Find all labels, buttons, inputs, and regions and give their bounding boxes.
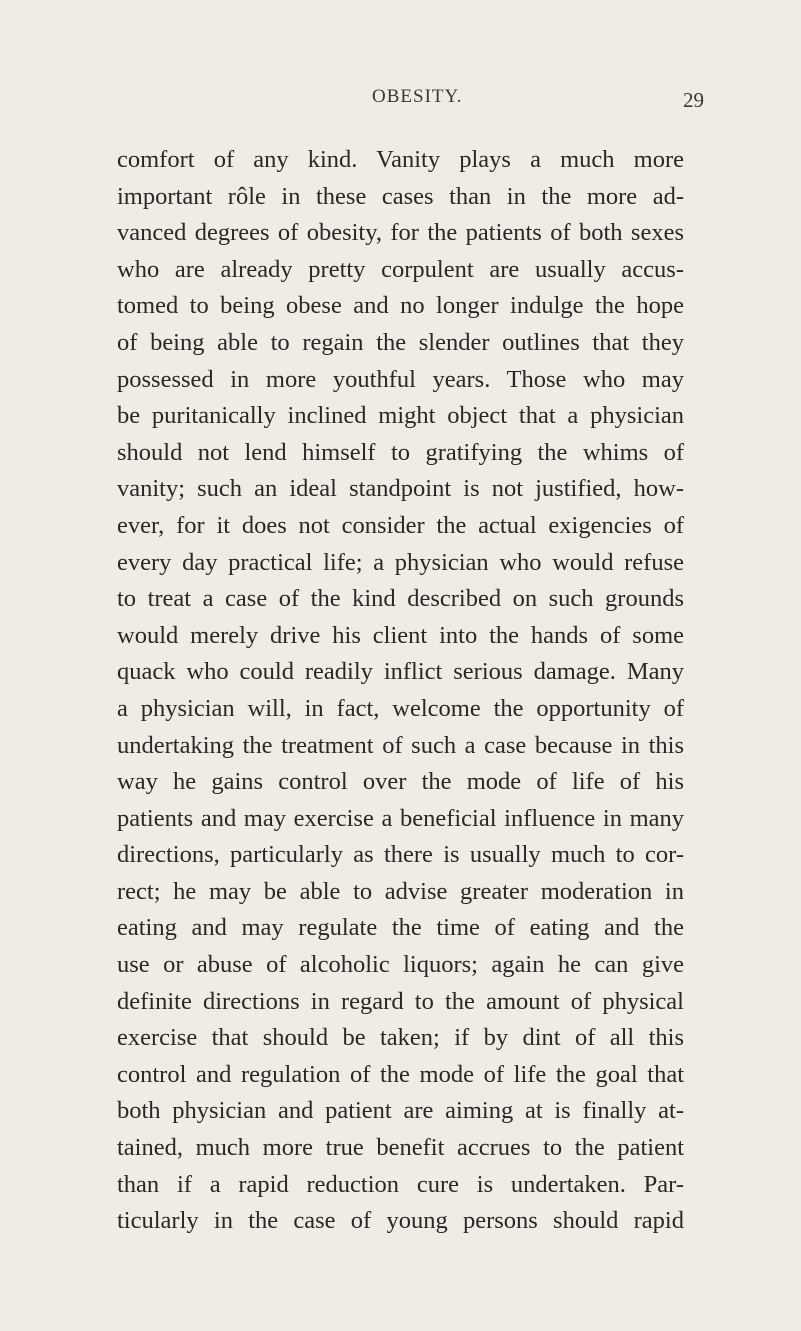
text-line: ever, for it does not consider the actual exigencies of (117, 511, 684, 539)
text-line: every day practical life; a physician who would refuse (117, 548, 684, 576)
text-line: rect; he may be able to advise greater moderation in (117, 877, 684, 905)
text-line: control and regulation of the mode of life the goal that (117, 1060, 684, 1088)
text-line: would merely drive his client into the hands of some (117, 621, 684, 649)
text-line: both physician and patient are aiming at is finally at- (117, 1097, 684, 1125)
text-line: important rôle in these cases than in the more ad- (117, 182, 684, 210)
text-line: patients and may exercise a beneficial influence in many (117, 804, 684, 832)
body-text (117, 142, 684, 1240)
text-line: a physician will, in fact, welcome the opportunity of (117, 694, 684, 722)
text-line: possessed in more youthful years. Those who may (117, 365, 684, 393)
text-line: who are already pretty corpulent are usually accus- (117, 255, 684, 283)
text-line: comfort of any kind. Vanity plays a much more (117, 146, 684, 173)
text-line: tomed to being obese and no longer indulge the hope (117, 292, 684, 320)
text-line: undertaking the treatment of such a case because in this (117, 731, 684, 759)
text-line: ticularly in the case of young persons should rapid (117, 1207, 684, 1235)
text-line: definite directions in regard to the amount of physical (117, 987, 684, 1015)
page-number: 29 (683, 88, 704, 112)
running-head: OBESITY. (372, 86, 463, 107)
text-line: of being able to regain the slender outlines that they (117, 328, 684, 356)
text-line: tained, much more true benefit accrues to the patient (117, 1134, 684, 1162)
text-line: vanced degrees of obesity, for the patients of both sexes (117, 219, 684, 247)
text-line: directions, particularly as there is usually much to cor- (117, 841, 684, 869)
text-line: way he gains control over the mode of life of his (117, 768, 684, 796)
text-line: to treat a case of the kind described on such grounds (117, 585, 684, 613)
text-line: exercise that should be taken; if by dint of all this (117, 1024, 684, 1052)
text-line: than if a rapid reduction cure is undertaken. Par- (117, 1170, 684, 1198)
text-line: should not lend himself to gratifying the whims of (117, 438, 684, 466)
text-line: use or abuse of alcoholic liquors; again he can give (117, 951, 684, 979)
text-line: quack who could readily inflict serious damage. Many (117, 658, 684, 686)
text-line: vanity; such an ideal standpoint is not justified, how- (117, 475, 684, 503)
text-line: be puritanically inclined might object that a physician (117, 402, 684, 430)
text-line: eating and may regulate the time of eating and the (117, 914, 684, 942)
